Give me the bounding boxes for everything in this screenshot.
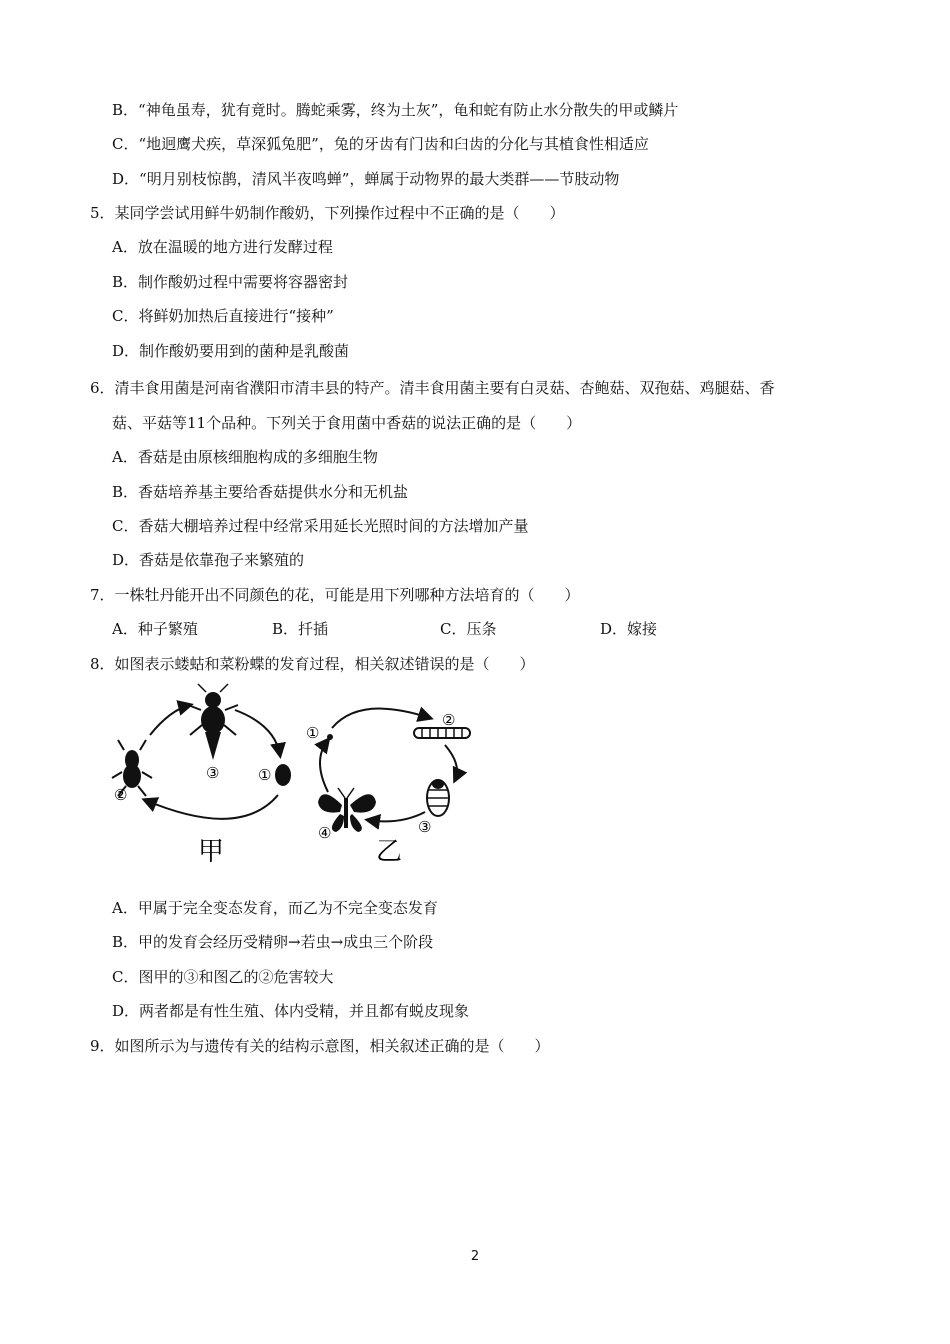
q8-stem: 8．如图表示蝼蛄和菜粉蝶的发育过程，相关叙述错误的是（ ）: [90, 655, 535, 673]
q7-option-b: B．扦插: [272, 620, 329, 638]
right-marker-3: ③: [418, 818, 432, 836]
left-arrow-2-to-3: [150, 705, 190, 735]
right-marker-2: ②: [442, 711, 456, 729]
page-number: 2: [470, 1249, 480, 1264]
left-adult-icon: [188, 684, 238, 760]
q6-stem-line1: 6．清丰食用菌是河南省濮阳市清丰县的特产。清丰食用菌主要有白灵菇、杏鲍菇、双孢菇、鸡腿菇、香: [90, 379, 775, 397]
q7-option-a: A．种子繁殖: [112, 620, 198, 638]
q6-stem-line2: 菇、平菇等11个品种。下列关于食用菌中香菇的说法正确的是（ ）: [112, 414, 582, 432]
q8-option-b: B．甲的发育会经历受精卵→若虫→成虫三个阶段: [112, 933, 434, 951]
right-pupa-icon: [427, 779, 449, 816]
left-marker-2: ②: [114, 786, 128, 804]
q7-stem: 7．一株牡丹能开出不同颜色的花，可能是用下列哪种方法培育的（ ）: [90, 586, 580, 604]
q8-option-c: C．图甲的③和图乙的②危害较大: [112, 968, 334, 986]
q9-stem: 9．如图所示为与遗传有关的结构示意图，相关叙述正确的是（ ）: [90, 1037, 550, 1055]
q8-option-d: D．两者都是有性生殖、体内受精，并且都有蜕皮现象: [112, 1002, 470, 1020]
right-larva-icon: [414, 728, 470, 738]
left-cycle-label: 甲: [198, 837, 225, 867]
q4-option-d: D．“明月别枝惊鹊，清风半夜鸣蝉”，蝉属于动物界的最大类群——节肢动物: [112, 170, 620, 188]
q6-option-d: D．香菇是依靠孢子来繁殖的: [112, 551, 305, 569]
q4-option-b: B．“神龟虽寿，犹有竟时。腾蛇乘雾，终为土灰”，龟和蛇有防止水分散失的甲或鳞片: [112, 101, 679, 119]
q6-option-c: C．香菇大棚培养过程中经常采用延长光照时间的方法增加产量: [112, 517, 529, 535]
q8-option-a: A．甲属于完全变态发育，而乙为不完全变态发育: [112, 899, 438, 917]
left-marker-1: ①: [258, 766, 272, 784]
q6-option-a: A．香菇是由原核细胞构成的多细胞生物: [112, 448, 378, 466]
left-marker-3: ③: [206, 764, 220, 782]
left-arrow-3-to-1: [235, 710, 280, 755]
q5-option-a: A．放在温暖的地方进行发酵过程: [112, 238, 333, 256]
right-marker-1: ①: [306, 724, 320, 742]
left-egg-icon: [275, 764, 291, 786]
right-cycle-label: 乙: [376, 837, 403, 867]
q5-option-d: D．制作酸奶要用到的菌种是乳酸菌: [112, 342, 350, 360]
q5-stem: 5．某同学尝试用鲜牛奶制作酸奶，下列操作过程中不正确的是（ ）: [90, 204, 565, 222]
q7-option-c: C．压条: [440, 620, 497, 638]
right-arrow-2-to-3: [445, 745, 457, 780]
q5-option-c: C．将鲜奶加热后直接进行“接种”: [112, 307, 334, 325]
q4-option-c: C．“地迥鹰犬疾，草深狐兔肥”，兔的牙齿有门齿和臼齿的分化与其植食性相适应: [112, 135, 649, 153]
right-marker-4: ④: [318, 824, 332, 842]
right-arrow-1-to-2: [332, 709, 430, 728]
q7-option-d: D．嫁接: [600, 620, 658, 638]
right-egg-icon: [327, 734, 333, 740]
life-cycle-figure: [100, 680, 500, 880]
right-arrow-3-to-4: [368, 812, 425, 821]
left-arrow-1-to-2: [145, 795, 278, 819]
q6-option-b: B．香菇培养基主要给香菇提供水分和无机盐: [112, 483, 409, 501]
q5-option-b: B．制作酸奶过程中需要将容器密封: [112, 273, 349, 291]
right-arrow-4-to-1: [320, 740, 328, 792]
